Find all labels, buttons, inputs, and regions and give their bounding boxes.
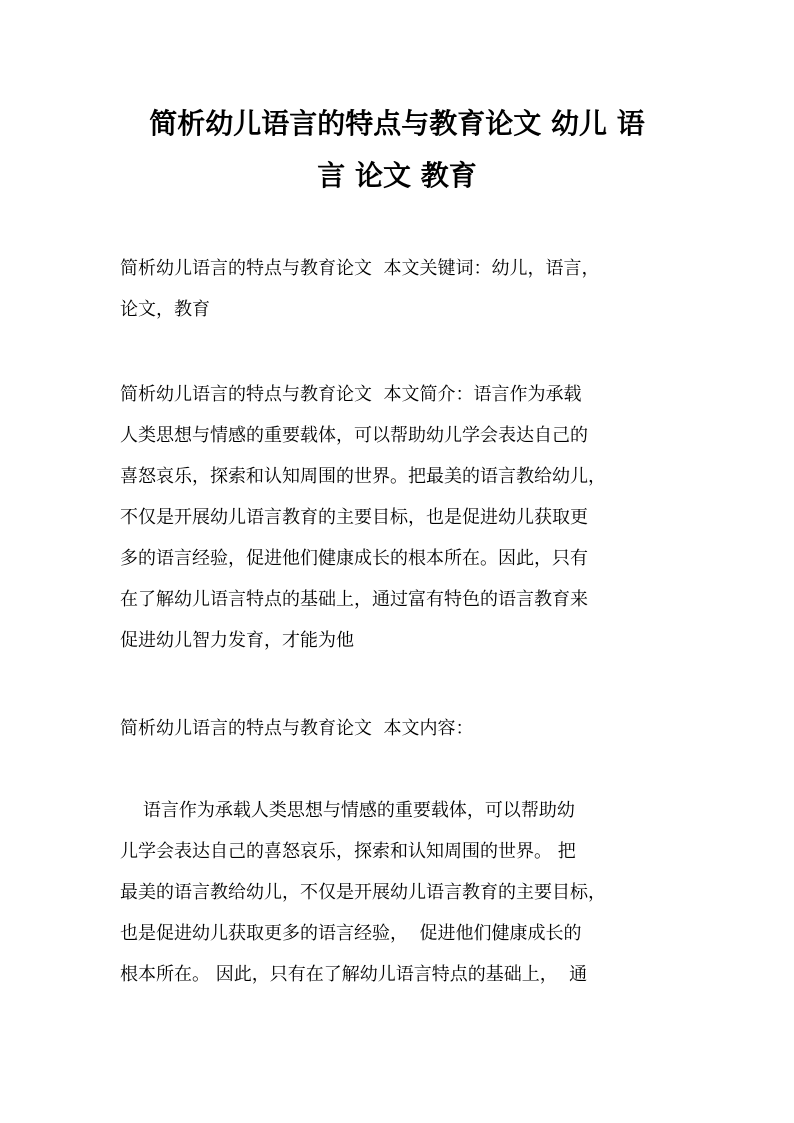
document-title [100,98,694,202]
intro-line: 喜怒哀乐，探索和认知周围的世界。把最美的语言教给幼儿， [120,466,606,487]
intro-line: 促进幼儿智力发育，才能为他 [120,630,354,651]
title-line: 简析幼儿语言的特点与教育论文 幼儿 语 [149,107,645,140]
intro-line: 人类思想与情感的重要载体，可以帮助幼儿学会表达自己的 [120,425,588,446]
keywords-line: 简析幼儿语言的特点与教育论文 本文关键词：幼儿，语言， [120,258,600,279]
intro-line: 多的语言经验，促进他们健康成长的根本所在。因此，只有 [120,548,588,569]
content-line: 也是促进幼儿获取更多的语言经验， 促进他们健康成长的 [120,923,582,944]
content-paragraph [120,790,685,995]
content-label [120,708,685,749]
intro-line: 简析幼儿语言的特点与教育论文 本文简介：语言作为承载 [120,384,582,405]
intro-line: 不仅是开展幼儿语言教育的主要目标，也是促进幼儿获取更 [120,507,588,528]
content-line: 最美的语言教给幼儿，不仅是开展幼儿语言教育的主要目标， [120,882,606,903]
content-line: 语言作为承载人类思想与情感的重要载体，可以帮助幼 [120,800,575,821]
content-line: 儿学会表达自己的喜怒哀乐，探索和认知周围的世界。 把 [120,841,576,862]
intro-line: 在了解幼儿语言特点的基础上，通过富有特色的语言教育来 [120,589,588,610]
content-line: 根本所在。 因此，只有在了解幼儿语言特点的基础上， 通 [120,964,588,985]
keywords-line: 论文，教育 [120,299,210,320]
intro-paragraph [120,374,685,661]
content-label-line: 简析幼儿语言的特点与教育论文 本文内容： [120,718,474,739]
keywords-paragraph [120,248,685,330]
title-line: 言 论文 教育 [317,159,477,192]
